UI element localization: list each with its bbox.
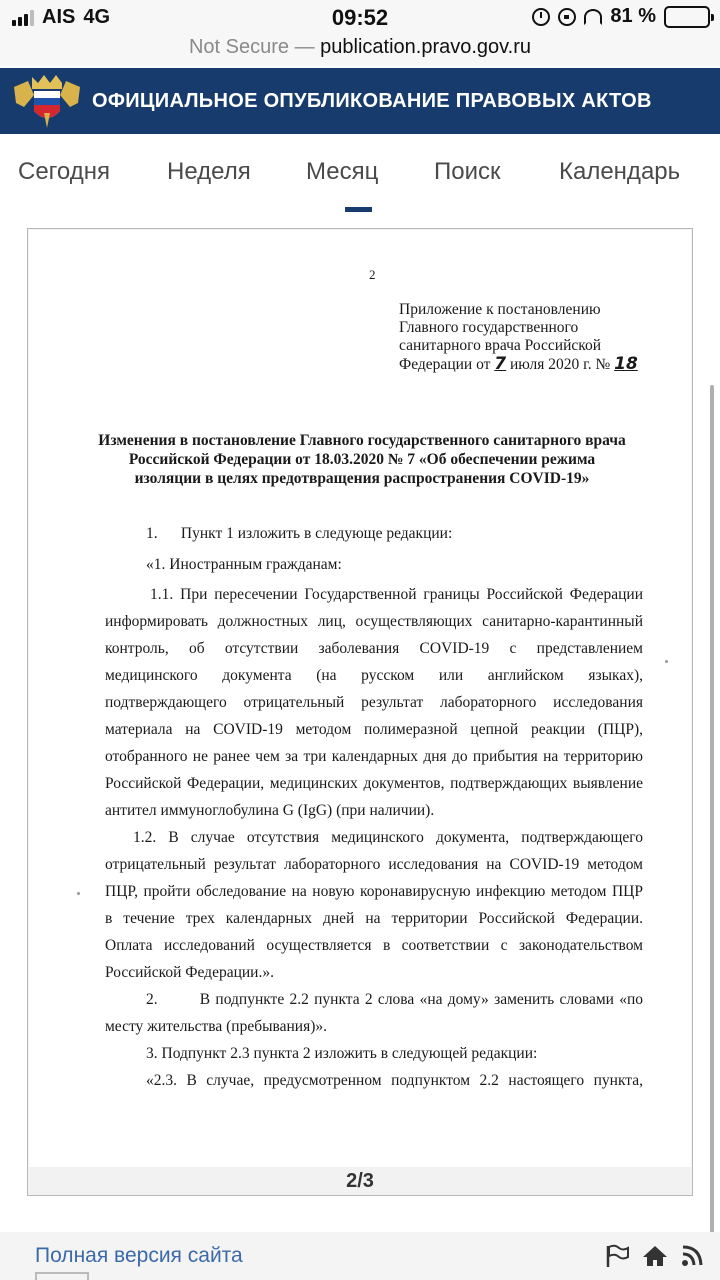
headphones-icon <box>584 9 602 25</box>
scrollbar[interactable] <box>710 385 714 1240</box>
network-label: 4G <box>83 6 111 28</box>
title-line: Изменения в постановление Главного государственного санитарного врача <box>98 432 626 449</box>
handwritten-number: 18 <box>614 354 638 374</box>
nav-tabs <box>0 136 720 216</box>
body-line: 1. Пункт 1 изложить в следующе редакции: <box>146 525 453 542</box>
site-header <box>0 68 720 134</box>
tab-search[interactable]: Поиск <box>434 158 501 185</box>
body-line: 3. Подпункт 2.3 пункта 2 изложить в следующей редакции: <box>146 1045 538 1062</box>
body-line: месту жительства (пребывания)». <box>105 1018 328 1035</box>
clock: 09:52 <box>331 5 389 30</box>
tab-week[interactable]: Неделя <box>167 158 251 185</box>
body-line: материала на COVID-19 методом полимеразной цепной реакции (ПЦР), <box>105 721 643 738</box>
tab-month[interactable]: Месяц <box>306 158 379 185</box>
body-line: 1.2. В случае отсутствия медицинского документа, подтверждающего <box>133 829 643 846</box>
scan-speck <box>77 892 80 895</box>
footer <box>0 1232 720 1280</box>
tab-calendar[interactable]: Календарь <box>559 158 681 185</box>
body-line: информировать должностных лиц, осуществляющих санитарно-карантинный <box>105 613 643 630</box>
tab-switcher-edge <box>35 1272 89 1280</box>
appendix-line: санитарного врача Российской <box>399 337 602 354</box>
appendix-date-prefix: Федерации от <box>399 356 495 373</box>
body-line: Российской Федерации, медицинских документов, подтверждающих выявление <box>105 775 643 792</box>
body-line: контроль, об отсутствии заболевания COVID-19 с представлением <box>105 640 643 657</box>
appendix-block <box>399 301 659 374</box>
url-bar[interactable] <box>0 34 720 66</box>
appendix-line: Главного государственного <box>399 319 579 336</box>
appendix-line <box>399 355 659 374</box>
body-line: отрицательный результат лабораторного исследования на COVID-19 методом <box>105 856 643 873</box>
page-number: 2 <box>369 267 376 282</box>
active-tab-indicator <box>345 207 372 212</box>
page-indicator: 2/3 <box>28 1167 692 1195</box>
body-line: отобранного не ранее чем за три календарных дня до прибытия на территорию <box>105 748 643 765</box>
battery-percent: 81 % <box>610 5 656 27</box>
body-line: 1.1. При пересечении Государственной границы Российской Федерации <box>150 586 643 603</box>
body-line: подтверждающего отрицательный результат лабораторного исследования <box>105 694 643 711</box>
emblem-icon[interactable] <box>10 73 84 129</box>
security-label: Not Secure — <box>188 36 315 58</box>
body-line: Оплата исследований осуществляется в соответствии с законодательством <box>105 937 643 954</box>
title-line: изоляции в целях предотвращения распространения COVID-19» <box>134 470 590 487</box>
flag-icon[interactable] <box>604 1244 630 1268</box>
body-line: 2. В подпункте 2.2 пункта 2 слова «на дому» заменить словами «по <box>146 991 643 1008</box>
handwritten-day: 7 <box>494 354 507 374</box>
alarm-icon <box>532 8 550 26</box>
body-line: антител иммуноглобулина G (IgG) (при наличии). <box>105 802 435 819</box>
full-version-link[interactable]: Полная версия сайта <box>35 1244 243 1267</box>
carrier-label: AIS <box>42 6 76 28</box>
footer-icons <box>604 1244 706 1268</box>
status-bar <box>0 0 720 34</box>
document-title <box>69 431 655 488</box>
body-line: ПЦР, пройти обследование на новую коронавирусную инфекцию методом ПЦР <box>105 883 643 900</box>
body-line: медицинского документа (на русском или английском языках), <box>105 667 643 684</box>
rss-icon[interactable] <box>680 1244 706 1268</box>
title-line: Российской Федерации от 18.03.2020 № 7 «Об обеспечении режима <box>128 451 596 468</box>
appendix-line: Приложение к постановлению <box>399 301 601 318</box>
body-line: в течение трех календарных дней на территории Российской Федерации. <box>105 910 643 927</box>
status-right <box>532 5 710 28</box>
site-title[interactable]: ОФИЦИАЛЬНОЕ ОПУБЛИКОВАНИЕ ПРАВОВЫХ АКТОВ <box>92 90 652 112</box>
body-line: Российской Федерации.». <box>105 964 274 981</box>
battery-icon <box>664 6 710 28</box>
url-host[interactable]: publication.pravo.gov.ru <box>320 36 532 58</box>
tab-today[interactable]: Сегодня <box>18 158 110 185</box>
document-viewer[interactable] <box>27 228 693 1196</box>
document-page <box>29 230 691 1167</box>
scan-speck <box>665 660 668 663</box>
rotation-lock-icon <box>558 8 576 26</box>
body-line: «2.3. В случае, предусмотренном подпунктом 2.2 настоящего пункта, <box>146 1072 643 1089</box>
home-icon[interactable] <box>642 1244 668 1268</box>
body-line: «1. Иностранным гражданам: <box>146 556 342 573</box>
appendix-date-middle: июля 2020 г. № <box>506 356 615 373</box>
